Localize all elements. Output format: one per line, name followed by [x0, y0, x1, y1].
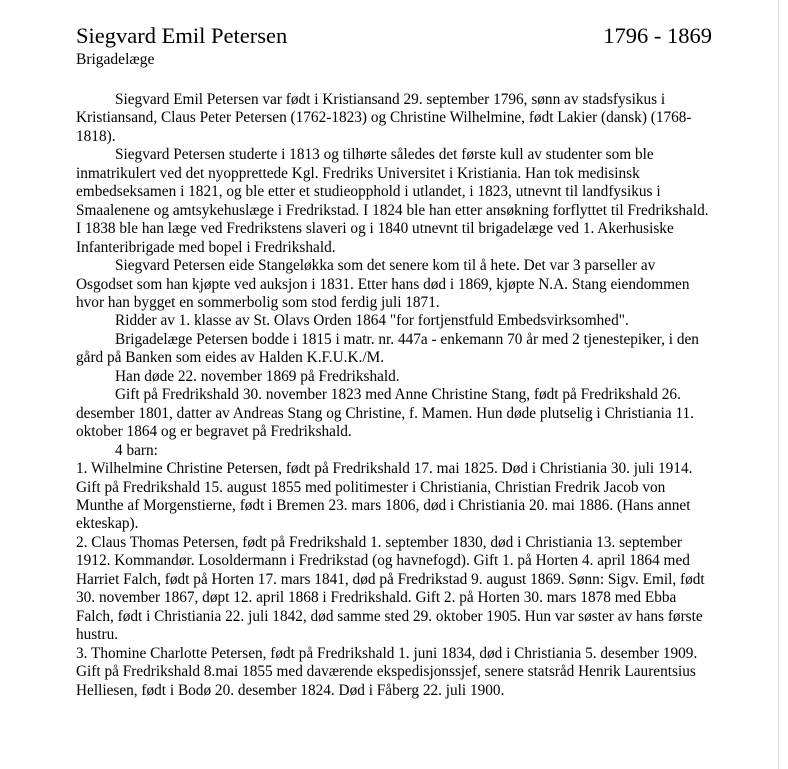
paragraph-career: Siegvard Petersen studerte i 1813 og tilhørte således det første kull av studenter som ble inmatrikulert ved det nyopprettede Kgl. Fredriks Universitet i Kristiania. Han tok medisinsk embedseksamen i 1821, og ble etter et studieopphold i utlandet, i 1823, utnevnt til landfysikus i Smaalenene og amtsykehuslæge i Fredrikstad. I 1824 ble han etter ansøkning forflyttet til Fredrikshald. I 1838 ble han læge ved Fredrikstens slaveri og i 1840 utnevnt til brigadelæge ved 1. Akerhusiske Infanteribrigade med bopel i Fredrikshald. — [76, 146, 709, 256]
paragraph-birth: Siegvard Emil Petersen var født i Kristiansand 29. september 1796, sønn av stadsfysikus i Kristiansand, Claus Peter Petersen (1762-1823) og Christine Wilhelmine, født Lakier (dansk) (1768-1818). — [76, 91, 692, 145]
paragraph-residence: Brigadelæge Petersen bodde i 1815 i matr. nr. 447a - enkemann 70 år med 2 tjenestepiker, i den gård på Banken som eides av Halden K.F.U.K./M. — [76, 330, 699, 367]
paragraph-property: Siegvard Petersen eide Stangeløkka som det senere kom til å hete. Det var 3 parseller av Osgodset som han kjøpte ved auksjon i 1831. Etter hans død i 1869, kjøpte N.A. Stang eiendommen hvor han bygget en sommerbolig som stod ferdig juli 1871. — [76, 257, 690, 311]
person-name: Siegvard Emil Petersen — [76, 23, 288, 48]
life-years: 1796 - 1869 — [603, 23, 712, 48]
list-item-child: 1. Wilhelmine Christine Petersen, født på Fredrikshald 17. mai 1825. Død i Christiania 30. juli 1914. Gift på Fredrikshald 15. august 1855 med politimester i Christiania, Christian Fredrik Jacob von Munthe af Morgenstierne, født i Bremen 23. mars 1806, død i Christiania 20. mai 1886. (Hans annet ekteskap). — [76, 460, 693, 533]
document-header — [76, 20, 712, 54]
paragraph-honor: Ridder av 1. klasse av St. Olavs Orden 1864 "for fortjenstfuld Embedsvirksomhed". — [115, 312, 629, 330]
paragraph-children-heading: 4 barn: — [115, 441, 158, 459]
person-title: Brigadelæge — [76, 51, 155, 68]
paragraph-death: Han døde 22. november 1869 på Fredrikshald. — [115, 367, 400, 385]
paragraph-marriage: Gift på Fredrikshald 30. november 1823 med Anne Christine Stang, født på Fredrikshald 26. desember 1801, datter av Andreas Stang og Christine, f. Mamen. Hun døde plutselig i Christiania 11. oktober 1864 og er begravet på Fredrikshald. — [76, 386, 694, 441]
document-body — [76, 91, 716, 700]
list-item-child: 2. Claus Thomas Petersen, født på Fredrikshald 1. september 1830, død i Christiania 13. september 1912. Kommandør. Losoldermann i Fredrikstad (og havnefogd). Gift 1. på Horten 4. april 1864 med Harriet Falch, født på Horten 17. mars 1841, død på Fredrikstad 9. august 1869. Sønn: Sigv. Emil, født 30. november 1867, døpt 12. april 1868 i Fredrikshald. Gift 2. på Horten 30. mars 1878 med Ebba Falch, født i Christiania 22. juli 1842, død samme sted 29. oktober 1905. Hun var søster av hans første hustru. — [76, 533, 705, 644]
list-item-child: 3. Thomine Charlotte Petersen, født på Fredrikshald 1. juni 1834, død i Christiania 5. desember 1909. Gift på Fredrikshald 8.mai 1855 med daværende ekspedisjonssjef, senere statsråd Henrik Laurentsius Helliesen, født i Bodø 20. desember 1824. Død i Fåberg 22. juli 1900. — [76, 644, 698, 699]
